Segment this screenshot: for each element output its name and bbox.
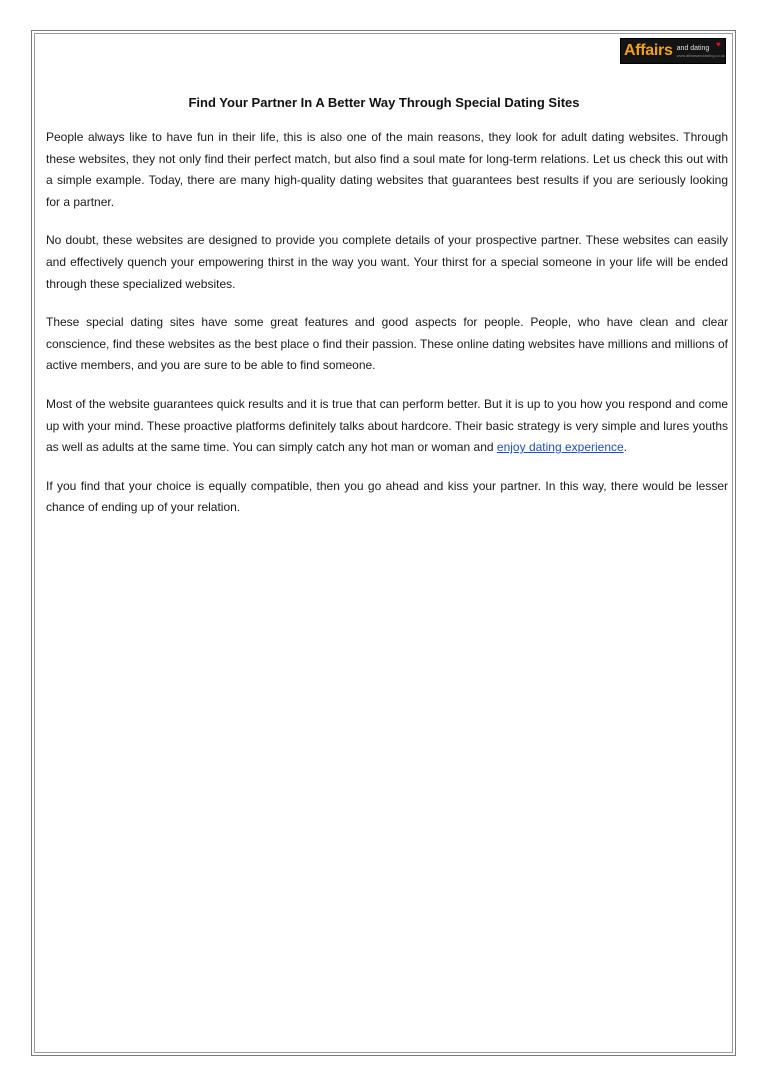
paragraph-5: If you find that your choice is equally compatible, then you go ahead and kiss your partner. In this way, there would be lesser chance of ending up of your relation. [46,478,728,515]
paragraph-3: These special dating sites have some great features and good aspects for people. People, who have clean and clear conscience, find these websites as the best place o find their passion. These online dating websites have millions and millions of active members, and you are sure to be able to find someone. [46,315,728,373]
heart-icon: ♥ [716,40,721,49]
document-title: Find Your Partner In A Better Way Through Special Dating Sites [188,95,580,110]
paragraph-2: No doubt, these websites are designed to provide you complete details of your prospective partner. These websites can easily and effectively quench your empowering thirst in the way you want. Your thirst for a special someone in your life will be ended through these specialized websites. [46,233,728,291]
enjoy-dating-experience-link[interactable]: enjoy dating experience [496,440,624,455]
paragraph-4 [46,394,728,459]
logo-main-text: Affairs [624,42,673,59]
logo-sub-text: and dating [676,44,710,52]
paragraph-4-suffix: . [623,440,628,455]
paragraph-4-text: Most of the website guarantees quick results and it is true that can perform better. But it is up to you how you respond and come up with your mind. These proactive platforms definitely talks about hardcore. Their basic strategy is very simple and lures youths as well as adults at the same time. You can simply catch any hot man or woman and [46,396,728,455]
affairs-and-dating-logo[interactable] [620,38,726,64]
logo-fine-text: www.affairsanddating.co.uk [676,52,726,58]
document-body [46,127,728,536]
paragraph-1: People always like to have fun in their life, this is also one of the main reasons, they look for adult dating websites. Through these websites, they not only find their perfect match, but also find a soul mate for long-term relations. Let us check this out with a simple example. Today, there are many high-quality dating websites that guarantees best results if you are seriously looking for a partner. [46,130,728,209]
